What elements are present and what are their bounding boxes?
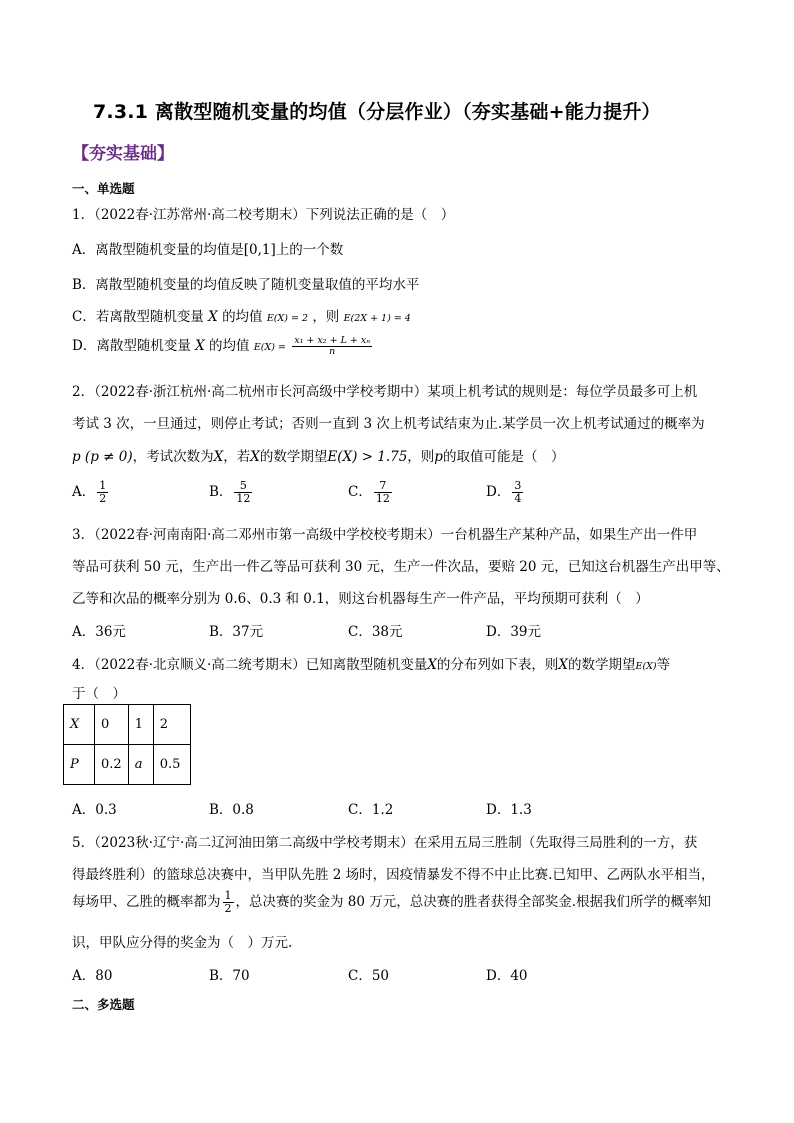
heading-single-choice: 一、单选题 [72, 181, 135, 196]
q1-d-fraction [292, 336, 372, 358]
q2-b-den: 12 [236, 492, 251, 506]
q4-option-d: D．1.3 [486, 802, 532, 818]
q2-text-c: 的数学期望 [259, 449, 328, 465]
q4-option-b: B．0.8 [209, 802, 254, 818]
table-cell: 0.5 [153, 745, 190, 785]
q4-var-x2: X [558, 657, 569, 673]
q1-d-prefix: D．离散型随机变量 [72, 338, 191, 354]
q2-line-1: 2．（2022春·浙江杭州·高二杭州市长河高级中学校考期中）某项上机考试的规则是：每位学员最多可上机 [72, 384, 698, 400]
q5-option-c: C．50 [348, 968, 390, 984]
q2-a-label: A． [72, 484, 96, 501]
q3-option-a: A．36元 [72, 624, 126, 640]
q2-b-fraction [234, 480, 252, 505]
q1-d-mid: 的均值 [209, 338, 250, 354]
q4-line-1 [72, 653, 670, 673]
q1-c-var: X [208, 309, 218, 325]
table-cell: 0 [95, 705, 129, 745]
q2-c-num: 7 [374, 480, 392, 493]
q5-option-d: D．40 [486, 968, 528, 984]
q1-d-numerator: x₁ + x₂ + L + xₙ [294, 334, 371, 346]
q1-option-c [72, 305, 411, 325]
q5-option-b: B．70 [209, 968, 250, 984]
table-cell: P [64, 745, 95, 785]
q1-c-expr2: E(2X + 1) = 4 [343, 313, 411, 324]
q2-line-2: 考试 3 次，一旦通过，则停止考试；否则一直到 3 次上机考试结束为止.某学员一次上机考试通过的概率为 [72, 416, 705, 432]
q1-option-a: A．离散型随机变量的均值是[0,1]上的一个数 [72, 242, 344, 258]
q3-line-3: 乙等和次品的概率分别为 0.6、0.3 和 0.1，则这台机器每生产一件产品，平均预期可获利（ ） [72, 591, 649, 607]
q2-b-num: 5 [234, 480, 252, 493]
q2-d-label: D． [486, 484, 511, 501]
q1-d-denominator: n [329, 346, 336, 357]
table-cell: 2 [153, 705, 190, 745]
q2-text-a: ，考试次数为 [132, 449, 214, 465]
q1-d-var: X [195, 338, 205, 354]
q1-c-sep: ，则 [312, 309, 340, 325]
q2-var-x2: X [250, 449, 260, 465]
q2-d-num: 3 [514, 479, 522, 492]
q1-d-lhs: E(X) = [253, 342, 286, 353]
q4-text-b: 的分布列如下表，则 [436, 657, 559, 673]
section-tag: 【夯实基础】 [72, 144, 174, 164]
q2-b-label: B． [209, 484, 233, 501]
q3-line-2: 等品可获利 50 元，生产出一件乙等品可获利 30 元，生产一件次品，要赔 20 元，已知这台机器生产出甲等、 [72, 559, 730, 575]
q5-line-3 [72, 890, 711, 915]
q2-a-num: 1 [99, 479, 107, 492]
q5-den: 2 [224, 902, 232, 916]
q2-var-x: X [213, 449, 224, 465]
q2-text-b: ，若 [223, 449, 251, 465]
table-cell: 1 [128, 705, 153, 745]
q5-option-a: A．80 [72, 968, 113, 984]
q2-c-den: 12 [375, 492, 390, 506]
q5-line-4: 识，甲队应分得的奖金为（ ）万元. [72, 935, 293, 951]
q2-line-3 [72, 445, 564, 465]
q4-line-2: 于（ ） [72, 686, 126, 702]
q5-fraction [223, 890, 234, 915]
q1-stem: 1．（2022春·江苏常州·高二校考期末）下列说法正确的是（ ） [72, 207, 455, 223]
page-title: 7.3.1 离散型随机变量的均值（分层作业）（夯实基础+能力提升） [93, 101, 661, 123]
table-cell: X [64, 705, 95, 745]
q3-line-1: 3．（2022春·河南南阳·高二邓州市第一高级中学校校考期末）一台机器生产某种产品，如果生产出一件甲 [72, 527, 698, 543]
q4-option-c: C．1.2 [348, 802, 394, 818]
q5-line-1: 5．（2023秋·辽宁·高二辽河油田第二高级中学校考期末）在采用五局三胜制（先取得三局胜利的一方，获 [72, 835, 698, 851]
q4-text-d: 等 [656, 657, 671, 673]
q2-text-e: 的取值可能是（ ） [442, 449, 565, 465]
distribution-table [63, 704, 191, 785]
q2-option-a [72, 480, 110, 505]
q2-a-fraction [97, 480, 108, 505]
q3-option-d: D．39元 [486, 624, 542, 640]
q1-c-expr1: E(X) = 2 [266, 313, 309, 324]
q4-expect-expr: E(X) [635, 661, 657, 672]
q2-option-c [348, 480, 394, 505]
q2-option-b [209, 480, 254, 505]
q2-c-label: C． [348, 484, 372, 501]
q2-text-d: ，则 [407, 449, 435, 465]
q5-text-b: ，总决赛的奖金为 80 万元，总决赛的胜者获得全部奖金.根据我们所学的概率知 [235, 894, 712, 911]
q2-d-fraction [512, 480, 523, 505]
q4-option-a: A．0.3 [72, 802, 117, 818]
q2-expect-expr: E(X) > 1.75 [327, 449, 408, 465]
q3-option-c: C．38元 [348, 624, 403, 640]
q1-c-prefix: C．若离散型随机变量 [72, 309, 204, 325]
q2-a-den: 2 [99, 492, 107, 506]
q5-line-2: 得最终胜利）的篮球总决赛中，当甲队先胜 2 场时，因疫情暴发不得不中止比赛.已知甲、乙两队水平相当， [72, 867, 715, 883]
table-row [64, 705, 191, 745]
table-row [64, 745, 191, 785]
q4-text-c: 的数学期望 [568, 657, 636, 673]
heading-multi-choice: 二、多选题 [72, 997, 135, 1012]
q4-var-x: X [427, 657, 437, 673]
q5-text-a: 每场甲、乙胜的概率都为 [72, 894, 221, 911]
q1-option-d [72, 334, 374, 357]
q2-option-d [486, 480, 525, 505]
q2-d-den: 4 [514, 492, 522, 506]
table-cell: 0.2 [95, 745, 129, 785]
q2-c-fraction [374, 480, 392, 505]
q3-option-b: B．37元 [209, 624, 264, 640]
q2-var-p: p [434, 449, 443, 465]
q1-c-mid: 的均值 [222, 309, 263, 325]
q1-option-b: B．离散型随机变量的均值反映了随机变量取值的平均水平 [72, 277, 420, 293]
q5-num: 1 [224, 889, 232, 902]
table-cell: a [128, 745, 153, 785]
q2-p-expr: p (p ≠ 0) [72, 449, 133, 465]
q4-text-a: 4．（2022春·北京顺义·高二统考期末）已知离散型随机变量 [72, 657, 428, 673]
